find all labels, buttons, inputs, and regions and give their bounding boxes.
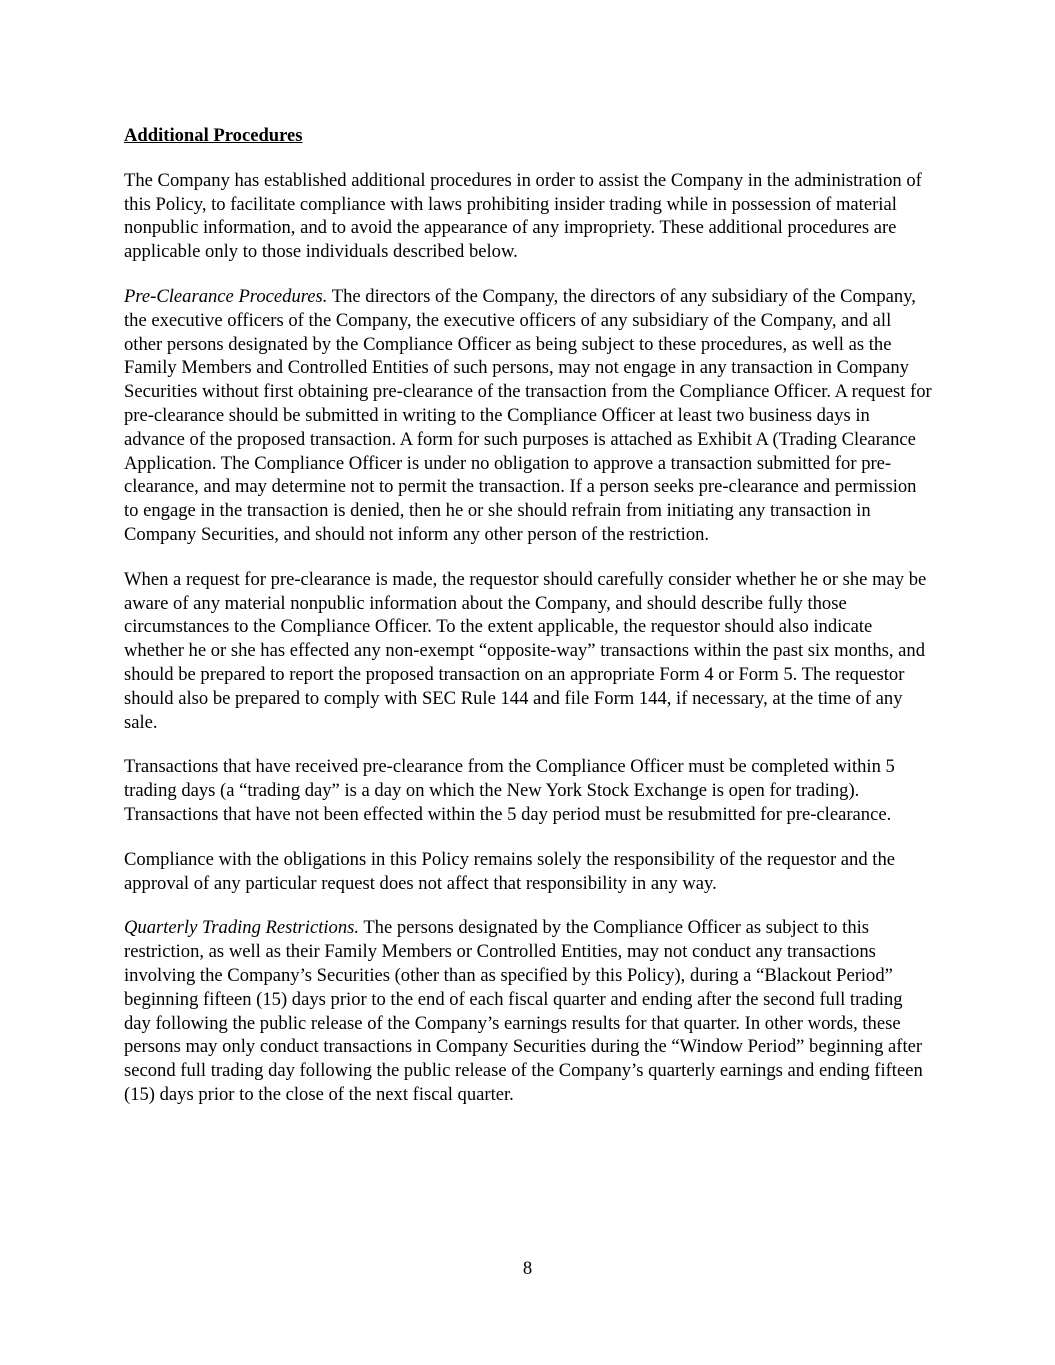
preclearance-lead-in: Pre-Clearance Procedures. [124,285,328,307]
section-heading: Additional Procedures [124,125,303,146]
document-body [124,124,934,1128]
request-paragraph: When a request for pre-clearance is made, the requestor should carefully consider whether he or she may be aware of any material nonpublic information about the Company, and should describe fully those circumstances to the Compliance Officer. To the extent applicable, the requestor should also indicate whether he or she has effected any non-exempt “opposite-way” transactions within the past six months, and should be prepared to report the proposed transaction on an appropriate Form 4 or Form 5. The requestor should also be prepared to comply with SEC Rule 144 and file Form 144, if necessary, at the time of any sale. [124,568,927,733]
preclearance-body: The directors of the Company, the directors of any subsidiary of the Company, the executive officers of the Company, the executive officers of any subsidiary of the Company, and all other persons designated by the Compliance Officer as being subject to these procedures, as well as the Family Members and Controlled Entities of such persons, may not engage in any transaction in Company Securities without first obtaining pre-clearance of the transaction from the Compliance Officer. A request for pre-clearance should be submitted in writing to the Compliance Officer at least two business days in advance of the proposed transaction. A form for such purposes is attached as Exhibit A (Trading Clearance Application. The Compliance Officer is under no obligation to approve a transaction submitted for pre-clearance, and may determine not to permit the transaction. If a person seeks pre-clearance and permission to engage in the transaction is denied, then he or she should refrain from initiating any transaction in Company Securities, and should not inform any other person of the restriction. [124,285,932,545]
quarterly-body: The persons designated by the Compliance Officer as subject to this restriction, as well as their Family Members or Controlled Entities, may not conduct any transactions involving the Company’s Securities (other than as specified by this Policy), during a “Blackout Period” beginning fifteen (15) days prior to the end of each fiscal quarter and ending after the second full trading day following the public release of the Company’s earnings results for that quarter. In other words, these persons may only conduct transactions in Company Securities during the “Window Period” beginning after second full trading day following the public release of the Company’s quarterly earnings and ending fifteen (15) days prior to the close of the next fiscal quarter. [124,917,923,1105]
preclearance-paragraph [124,285,934,547]
intro-paragraph: The Company has established additional procedures in order to assist the Company in the administration of this Policy, to facilitate compliance with laws prohibiting insider trading while in possession of material nonpublic information, and to avoid the appearance of any impropriety. These additional procedures are applicable only to those individuals described below. [124,169,922,263]
compliance-paragraph: Compliance with the obligations in this Policy remains solely the responsibility of the requestor and the approval of any particular request does not affect that responsibility in any way. [124,848,895,894]
completion-paragraph: Transactions that have received pre-clearance from the Compliance Officer must be completed within 5 trading days (a “trading day” is a day on which the New York Stock Exchange is open for trading). Transactions that have not been effected within the 5 day period must be resubmitted for pre-clearance. [124,756,895,825]
quarterly-lead-in: Quarterly Trading Restrictions. [124,917,360,939]
quarterly-paragraph [124,916,934,1106]
page-number: 8 [522,1258,533,1279]
